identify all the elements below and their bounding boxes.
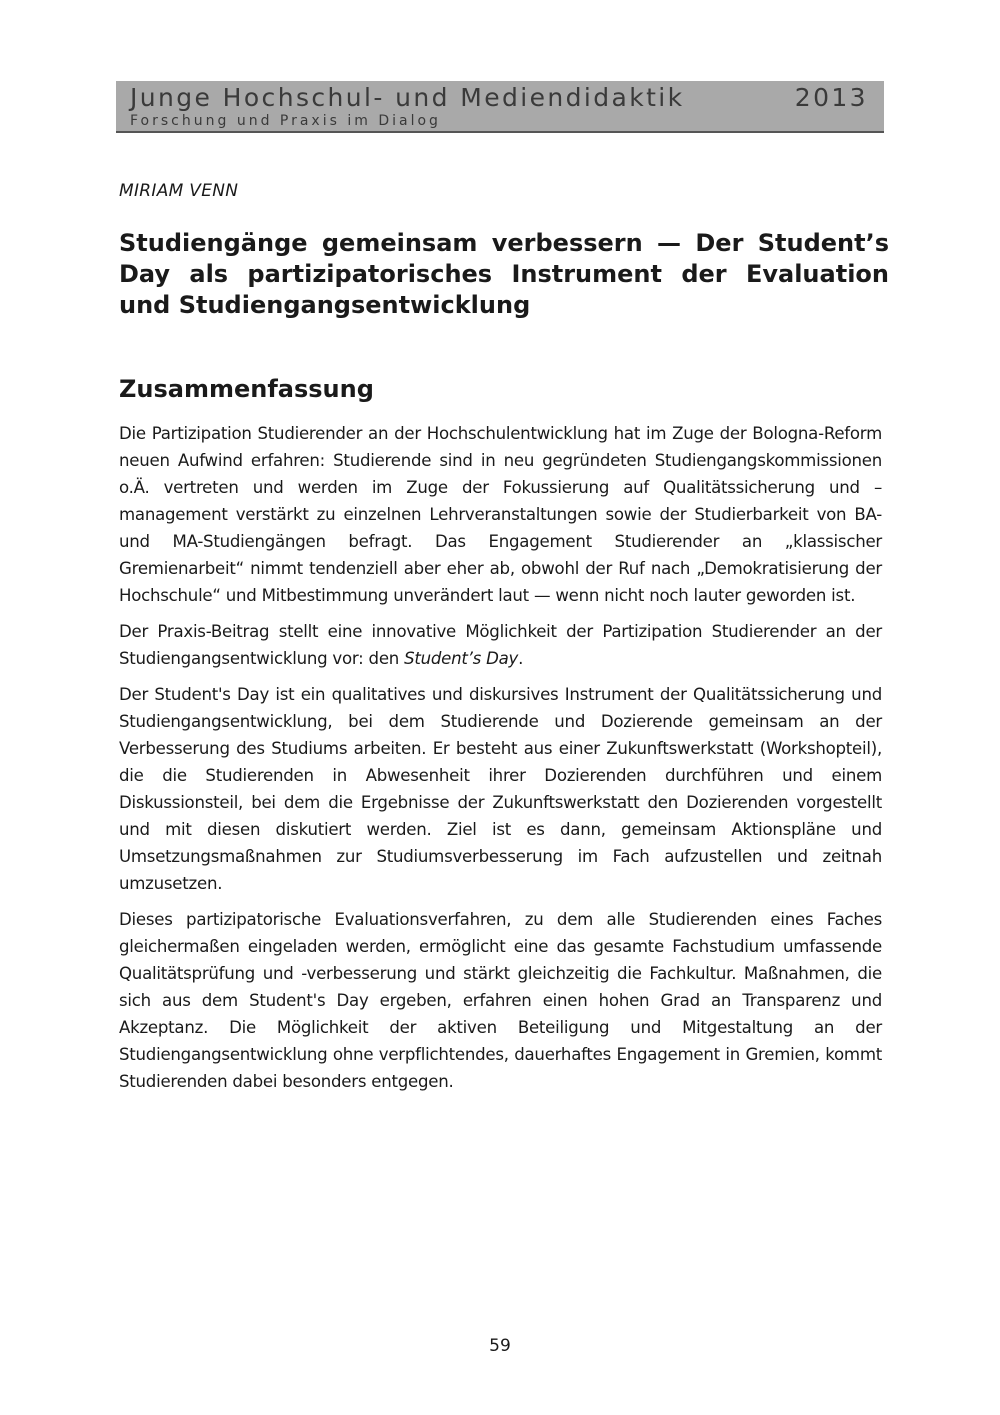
journal-year: 2013	[794, 83, 868, 112]
paragraph-1: Die Partizipation Studierender an der Hochschulentwicklung hat im Zuge der Bologna-Reform neuen Aufwind erfahren: Studierende sind in neu gegründeten Studiengangskommissionen o.Ä. vertreten und werden im Zuge der Fokussierung auf Qualitätssicherung und –management verstärkt zu einzelnen Lehrveranstaltungen sowie der Studierbarkeit von BA- und MA-Studiengängen befragt. Das Engagement Studierender an „klassischer Gremienarbeit“ nimmt tendenziell aber eher ab, obwohl der Ruf nach „Demokratisierung der Hochschule“ und Mitbestimmung unverändert laut — wenn nicht noch lauter geworden ist.	[119, 424, 882, 605]
journal-subtitle: Forschung und Praxis im Dialog	[130, 113, 441, 129]
running-header	[116, 81, 884, 133]
author-name: MIRIAM VENN	[119, 181, 239, 201]
abstract-body	[119, 420, 882, 1104]
article-title: Studiengänge gemeinsam verbessern — Der Student’s Day als partizipatorisches Instrument der Evaluation und Studiengangsentwicklung	[119, 229, 889, 319]
section-heading: Zusammenfassung	[119, 375, 374, 403]
paragraph-3: Der Student's Day ist ein qualitatives und diskursives Instrument der Qualitätssicherung und Studiengangsentwicklung, bei dem Studierende und Dozierende gemeinsam an der Verbesserung des Studiums arbeiten. Er besteht aus einer Zukunftswerkstatt (Workshopteil), die die Studierenden in Abwesenheit ihrer Dozierenden durchführen und einem Diskussionsteil, bei dem die Ergebnisse der Zukunftswerkstatt den Dozierenden vorgestellt und mit diesen diskutiert werden. Ziel ist es dann, gemeinsam Aktionspläne und Umsetzungsmaßnahmen zur Studiumsverbesserung im Fach aufzustellen und zeitnah umzusetzen.	[119, 685, 882, 893]
page-number: 59	[489, 1336, 511, 1356]
paragraph-2-emphasis: Student’s Day	[404, 649, 519, 668]
paragraph-2	[119, 618, 882, 672]
journal-title: Junge Hochschul- und Mediendidaktik	[130, 83, 685, 112]
paragraph-4: Dieses partizipatorische Evaluationsverfahren, zu dem alle Studierenden eines Faches gleichermaßen eingeladen werden, ermöglicht eine das gesamte Fachstudium umfassende Qualitätsprüfung und -verbesserung und stärkt gleichzeitig die Fachkultur. Maßnahmen, die sich aus dem Student's Day ergeben, erfahren einen hohen Grad an Transparenz und Akzeptanz. Die Möglichkeit der aktiven Beteiligung und Mitgestaltung an der Studiengangsentwicklung ohne verpflichtendes, dauerhaftes Engagement in Gremien, kommt Studierenden dabei besonders entgegen.	[119, 910, 882, 1091]
paragraph-2-text: Der Praxis-Beitrag stellt eine innovative Möglichkeit der Partizipation Studierender an der Studiengangsentwicklung vor: den	[119, 622, 882, 668]
paragraph-2-end: .	[518, 649, 524, 668]
